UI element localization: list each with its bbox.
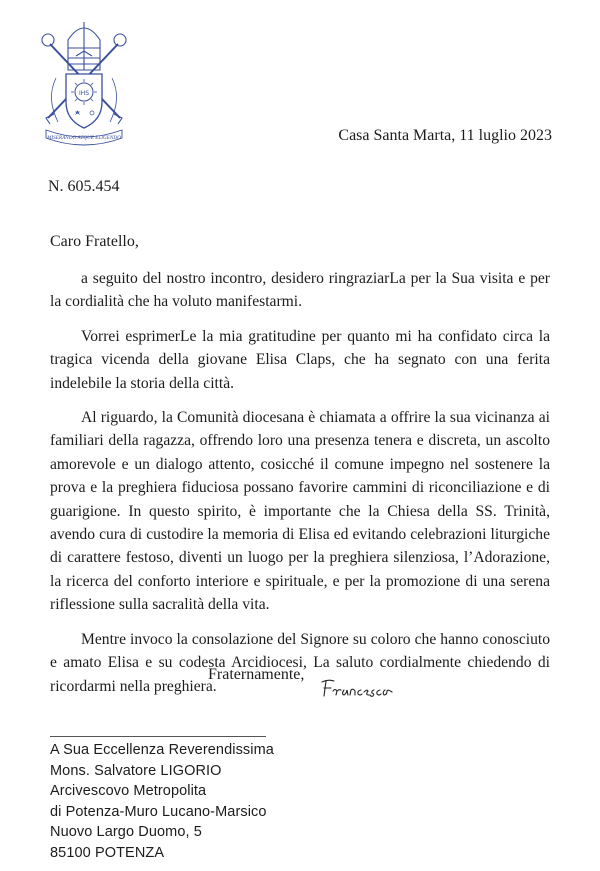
- protocol-number: N. 605.454: [48, 178, 120, 195]
- address-line: 85100 POTENZA: [50, 844, 165, 861]
- address-line: di Potenza-Muro Lucano-Marsico: [50, 803, 267, 820]
- paragraph: a seguito del nostro incontro, desidero ringraziarLa per la Sua visita e per la cordialità che ha voluto manifestarmi.: [50, 270, 550, 311]
- recipient-address: [50, 740, 274, 863]
- paragraph: Al riguardo, la Comunità diocesana è chiamata a offrire la sua vicinanza ai familiari della ragazza, offrendo loro una presenza tenera e discreta, un ascolto amorevole e un dialogo attento, cosicché il comune impegno nel sostenere la prova e la preghiera fiduciosa possano favorire cammini di riconciliazione e di guarigione. In questo spirito, è importante che la Chiesa della SS. Trinità, avendo cura di custodire la memoria di Elisa ed evitando celebrazioni liturgiche di carattere festoso, diventi un luogo per la preghiera silenziosa, l’Adorazione, la ricerca del conforto interiore e spirituale, e per la promozione di una serena riflessione sulla sacralità della vita.: [50, 409, 550, 614]
- paragraph: Vorrei esprimerLe la mia gratitudine per quanto mi ha confidato circa la tragica vicenda della giovane Elisa Claps, che ha segnato con una ferita indelebile la storia della città.: [50, 327, 550, 392]
- letter-body: [50, 267, 550, 709]
- address-line: A Sua Eccellenza Reverendissima: [50, 742, 274, 758]
- papal-coat-of-arms-icon: [36, 18, 132, 150]
- address-line: Mons. Salvatore LIGORIO: [50, 762, 222, 779]
- handwritten-signature: [318, 676, 398, 702]
- place-date: Casa Santa Marta, 11 luglio 2023: [338, 127, 552, 144]
- address-line: Arcivescovo Metropolita: [50, 783, 207, 799]
- address-divider: [50, 736, 266, 737]
- paragraph: Mentre invoco la consolazione del Signore su coloro che hanno conosciuto e amato Elisa e su codesta Arcidiocesi, La saluto cordialmente chiedendo di ricordarmi nella preghiera.: [50, 630, 550, 695]
- closing: Fraternamente,: [208, 666, 305, 683]
- salutation: Caro Fratello,: [50, 233, 139, 250]
- address-line: Nuovo Largo Duomo, 5: [50, 824, 202, 840]
- crest-motto: MISERANDO ATQUE ELIGENDO: [47, 135, 121, 141]
- svg-text:IHS: IHS: [78, 90, 90, 97]
